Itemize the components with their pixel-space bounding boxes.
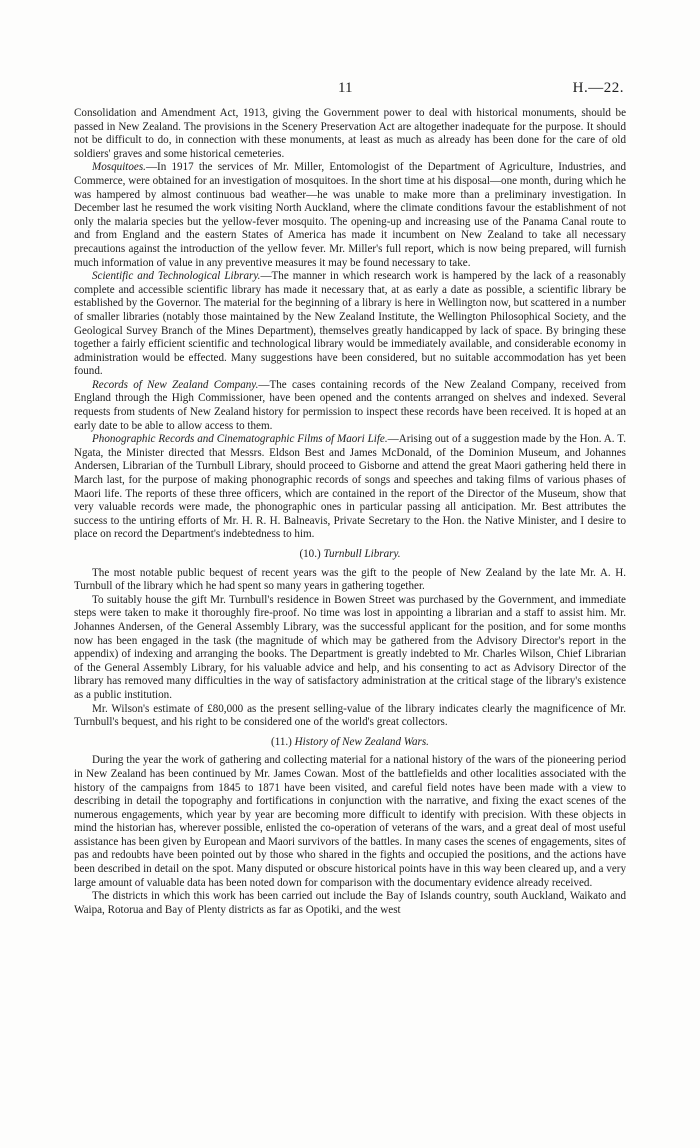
paragraph-library-value: Mr. Wilson's estimate of £80,000 as the present selling-value of the library indicates clearly the magnificence of Mr. Turnbull's bequest, and his right to be considered one of the world's great collectors. xyxy=(74,702,626,729)
paragraph-phonographic-records xyxy=(74,433,626,542)
section-number: (11.) xyxy=(271,735,292,748)
paragraph-turnbull-house: To suitably house the gift Mr. Turnbull's residence in Bowen Street was purchased by the Government, and immediate steps were taken to make it thoroughly fire-proof. No time was lost in appointing a librarian and a staff to assist him. Mr. Johannes Andersen, of the General Assembly Library, was the successful applicant for the position, and for some months now has been engaged in the task (the magnitude of which may be gathered from the Advisory Director's report in the appendix) of indexing and arranging the books. The Department is greatly indebted to Mr. Charles Wilson, Chief Librarian of the General Assembly Library, for his valuable advice and help, and his consenting to act as Advisory Director of the library has removed many difficulties in the way of satisfactory administration at the critical stage of the library's existence as a public institution. xyxy=(74,593,626,701)
paragraph-mosquitoes xyxy=(74,161,626,270)
paragraph-nz-company-records xyxy=(74,379,626,433)
paragraph-scientific-library xyxy=(74,270,626,379)
runin-heading-phonographic-records: Phonographic Records and Cinematographic Films of Maori Life. xyxy=(92,433,388,446)
section-number: (10.) xyxy=(299,548,321,560)
section-heading-turnbull-library xyxy=(74,548,626,562)
body-text xyxy=(74,107,626,917)
paragraph-nz-company-records-text: —The cases containing records of the New Zealand Company, received from England through the High Commissioner, have been opened and the contents arranged on shelves and indexed. Several requests from students of New Zealand history for permission to inspect these records have been received. It is hoped at an early date to be able to allow access to them. xyxy=(74,378,627,432)
runin-heading-mosquitoes: Mosquitoes. xyxy=(92,161,146,174)
section-title: Turnbull Library. xyxy=(323,548,401,560)
paragraph-mosquitoes-text: —In 1917 the services of Mr. Miller, Entomologist of the Department of Agriculture, Industries, and Commerce, were obtained for an investigation of mosquitoes. In the short time at his disposal—one month, during which he was hampered by almost continuous bad weather—he was unable to make more than a preliminary investigation. In December last he resumed the work visiting North Auckland, where the climate conditions favour the establishment of not only the malaria species but the yellow-fever mosquito. The opening-up and increasing use of the Panama Canal route to and from England and the eastern States of America has made it incumbent on New Zealand to take all necessary precautions against the introduction of the yellow fever. Mr. Miller's full report, which is now being prepared, will furnish much information of value in any preventive measures it may be found necessary to take. xyxy=(74,161,626,269)
paragraph-turnbull-bequest: The most notable public bequest of recent years was the gift to the people of New Zealand by the late Mr. A. H. Turnbull of the library which he had spent so many years in gathering together. xyxy=(74,566,626,593)
section-heading-nz-wars xyxy=(74,736,626,750)
runin-heading-scientific-library: Scientific and Technological Library. xyxy=(92,270,261,283)
page-number: 11 xyxy=(338,80,353,96)
paragraph-scientific-library-text: —The manner in which research work is hampered by the lack of a reasonably complete and accessible scientific library has made it necessary that, at as early a date as possible, a scientific library be established by the Governor. The material for the beginning of a library is here in Wellington now, but scattered in a number of smaller libraries (notably those maintained by the New Zealand Institute, the Wellington Philosophical Society, and the Geological Survey Branch of the Mines Department), themselves greatly handicapped by lack of space. By bringing these together a fairly efficient scientific and technological library would be immediately available, and considerable economy in administration would be effected. Many suggestions have been considered, but no suitable accommodation has yet been found. xyxy=(74,270,626,378)
paragraph-historical-monuments: Consolidation and Amendment Act, 1913, giving the Government power to deal with historical monuments, should be passed in New Zealand. The provisions in the Scenery Preservation Act are altogether inadequate for the purpose. It should not be difficult to do, in connection with these monuments, at least as much as already has been done for the care of old soldiers' graves and some historical cemeteries. xyxy=(74,107,626,160)
paragraph-districts: The districts in which this work has been carried out include the Bay of Islands country, south Auckland, Waikato and Waipa, Rotorua and Bay of Plenty districts as far as Opotiki, and the west xyxy=(74,890,626,916)
paragraph-phonographic-records-text: —Arising out of a suggestion made by the Hon. A. T. Ngata, the Minister directed that Messrs. Eldson Best and James McDonald, of the Dominion Museum, and Johannes Andersen, Librarian of the Turnbull Library, should proceed to Gisborne and attend the great Maori gathering held there in March last, for the purpose of making phonographic records of songs and speeches and taking films of various phases of Maori life. The reports of these three officers, which are contained in the report of the Director of the Museum, show that very valuable records were made, the phonographic ones in particular passing all anticipation. Mr. Best attributes the success to the untiring efforts of Mr. H. R. H. Balneavis, Private Secretary to the Hon. the Native Minister, and I desire to place on record the Department's indebtedness to him. xyxy=(74,433,626,541)
page-header xyxy=(0,80,700,100)
runin-heading-nz-company-records: Records of New Zealand Company. xyxy=(92,378,259,391)
document-reference: H.—22. xyxy=(572,80,624,96)
paragraph-war-history: During the year the work of gathering and collecting material for a national history of the wars of the pioneering period in New Zealand has been continued by Mr. James Cowan. Most of the battlefields and other localities associated with the history of the campaigns from 1845 to 1871 have been visited, and careful field notes have been made with a view to describing in detail the topography and fortifications in conjunction with the narrative, and fixing the exact scenes of the numerous engagements, which year by year are becoming more difficult to identify with precision. With these objects in mind the historian has, wherever possible, enlisted the co-operation of veterans of the wars, and a great deal of most useful assistance has been given by European and Maori survivors of the battles. In many cases the scenes of engagements, sites of pas and redoubts have been pointed out by those who shared in the fights and occupied the positions, and the actions have been described in detail on the spot. Many disputed or obscure historical points have in this way been cleared up, and a very large amount of valuable data has been noted down for comparison with the documentary evidence already received. xyxy=(74,754,626,889)
section-title: History of New Zealand Wars. xyxy=(294,735,429,748)
